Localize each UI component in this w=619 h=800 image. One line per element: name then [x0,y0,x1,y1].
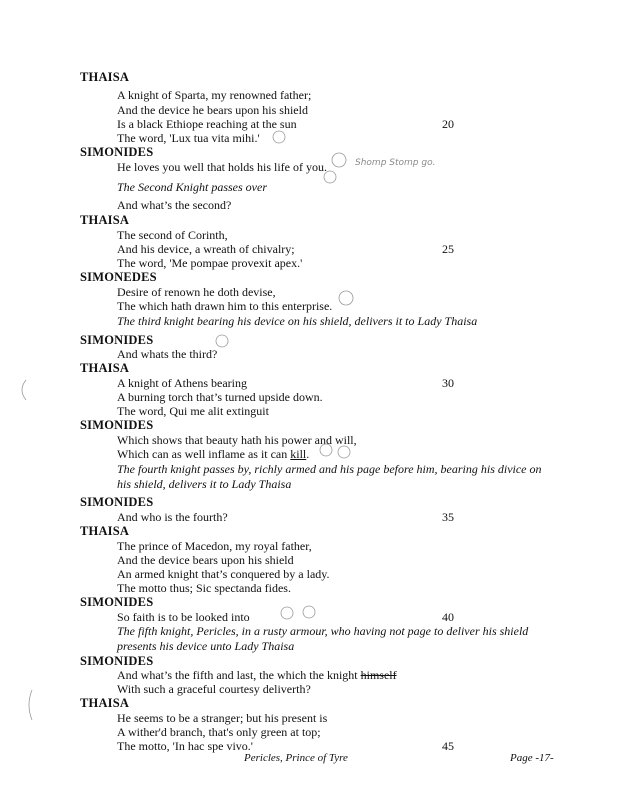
pencil-circle-mark [332,153,346,167]
pencil-bracket-mark [29,690,32,720]
struck-word: himself [360,668,397,682]
speaker-name: THAISA [80,696,130,710]
line-number: 45 [442,739,454,753]
verse-line: The which hath drawn him to this enterprise. [117,299,333,313]
pencil-circle-mark [273,131,285,143]
verse-line: And whats the third? [117,347,218,361]
line-number: 30 [442,376,454,390]
verse-line: An armed knight that’s conquered by a lady. [117,567,330,581]
verse-line: A wither'd branch, that's only green at top; [117,725,321,739]
speaker-name: SIMONIDES [80,145,154,159]
verse-line: A knight of Athens bearing [117,376,247,390]
verse-line: The prince of Macedon, my royal father, [117,539,312,553]
underlined-word: kill [290,447,307,461]
verse-line: The second of Corinth, [117,228,228,242]
verse-line: He seems to be a stranger; but his present is [117,711,328,725]
verse-line: And the device bears upon his shield [117,553,294,567]
stage-direction: The fifth knight, Pericles, in a rusty armour, who having not page to deliver his shield [117,624,529,638]
speaker-name: SIMONIDES [80,654,154,668]
speaker-name: THAISA [80,213,130,227]
line-number: 35 [442,510,454,524]
verse-line: And his device, a wreath of chivalry; [117,242,295,256]
verse-line: A knight of Sparta, my renowned father; [117,88,312,102]
verse-line: Desire of renown he doth devise, [117,285,276,299]
line-number: 20 [442,117,454,131]
stage-direction: The Second Knight passes over [117,180,267,194]
pencil-circle-mark [303,606,315,618]
speaker-name: SIMONIDES [80,595,154,609]
stage-direction: The third knight bearing his device on his shield, delivers it to Lady Thaisa [117,314,478,328]
speaker-name: THAISA [80,361,130,375]
footer-page-number: Page -17- [510,752,554,764]
verse-line: With such a graceful courtesy deliverth? [117,682,311,696]
stage-direction: presents his device unto Lady Thaisa [117,639,295,653]
verse-line: And who is the fourth? [117,510,228,524]
verse-line: And what’s the second? [117,198,232,212]
line-number: 25 [442,242,454,256]
stage-direction: his shield, delivers it to Lady Thaisa [117,477,292,491]
verse-line: Which shows that beauty hath his power and will, [117,433,357,447]
verse-line: The word, 'Lux tua vita mihi.' [117,131,260,145]
pencil-circle-mark [339,291,353,305]
pencil-circle-mark [281,607,293,619]
footer-title: Pericles, Prince of Tyre [244,752,348,764]
speaker-name: SIMONIDES [80,333,154,347]
verse-line: The word, Qui me alit extinguit [117,404,269,418]
pencil-circle-mark [216,335,228,347]
speaker-name: SIMONIDES [80,418,154,432]
speaker-name: SIMONIDES [80,495,154,509]
verse-line: Is a black Ethiope reaching at the sun [117,117,297,131]
verse-line: Which can as well inflame as it can kill. [117,447,310,461]
handwritten-note: Shomp Stomp go. [355,158,436,168]
verse-line: The word, 'Me pompae provexit apex.' [117,256,303,270]
line-number: 40 [442,610,454,624]
verse-line: So faith is to be looked into [117,610,250,624]
speaker-name: THAISA [80,524,130,538]
stage-direction: The fourth knight passes by, richly armed and his page before him, bearing his divice on [117,462,542,476]
verse-line: The motto thus; Sic spectanda fides. [117,581,291,595]
verse-line: And what’s the fifth and last, the which the knight himself [117,668,397,682]
pencil-bracket-mark [22,380,26,400]
verse-line: He loves you well that holds his life of you. [117,160,327,174]
speaker-name: SIMONEDES [80,270,157,284]
verse-line: A burning torch that’s turned upside down. [117,390,323,404]
verse-line: The motto, 'In hac spe vivo.' [117,739,253,753]
verse-line: And the device he bears upon his shield [117,103,308,117]
speaker-name: THAISA [80,70,130,84]
